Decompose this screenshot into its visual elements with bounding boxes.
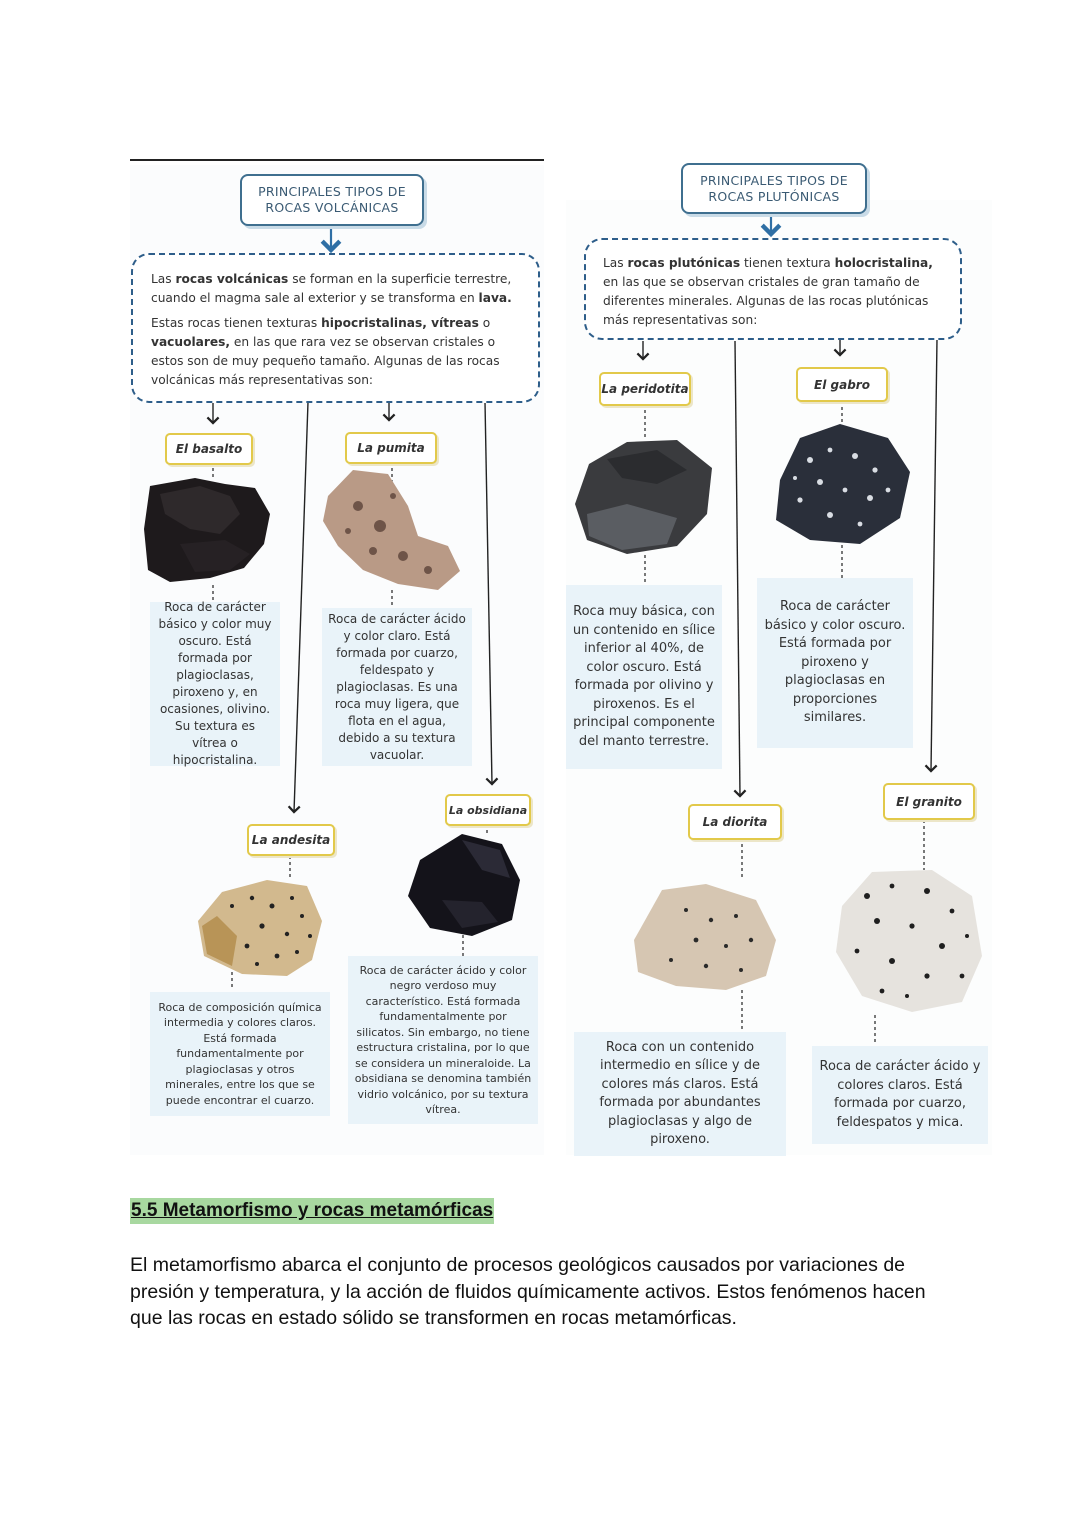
tag-pumita: La pumita — [345, 432, 437, 464]
desc-granito: Roca de carácter ácido y colores claros. Está formada por cuarzo, feldespatos y mica. — [812, 1046, 988, 1144]
desc-obsidiana: Roca de carácter ácido y color negro verdoso muy característico. Está formada fundamentalmente por silicatos. Sin embargo, no tiene estructura cristalina, por lo que se considera un mineraloide. La obsidiana se denomina también vidrio volcánico, por su textura vítrea. — [348, 956, 538, 1124]
section-heading: 5.5 Metamorfismo y rocas metamórficas — [130, 1198, 494, 1224]
tag-gabro: El gabro — [796, 367, 888, 402]
andesita-rock-image — [192, 876, 327, 981]
tag-diorita: La diorita — [688, 804, 782, 840]
peridotita-rock-image — [567, 434, 717, 558]
desc-peridotita: Roca muy básica, con un contenido en sílice inferior al 40%, de color oscuro. Está formada por olivino y piroxenos. Es el principal componente del manto terrestre. — [566, 585, 722, 769]
tag-basalto: El basalto — [165, 433, 253, 465]
plutonic-intro-p: Las rocas plutónicas tienen textura holocristalina, en las que se observan cristales de gran tamaño de diferentes minerales. Algunas de las rocas plutónicas más representativas son: — [603, 256, 933, 327]
gabro-rock-image — [770, 420, 912, 548]
desc-andesita: Roca de composición química intermedia y colores claros. Está formada fundamentalmente por plagioclasas y otros minerales, entre los que se puede encontrar el cuarzo. — [150, 992, 330, 1116]
tag-andesita: La andesita — [247, 824, 335, 856]
arrow-to-granito — [931, 339, 937, 771]
volcanic-intro-p2: Estas rocas tienen texturas hipocristalinas, vítreas o vacuolares, en las que rara vez se observan cristales o estos son de muy pequeño tamaño. Algunas de las rocas volcánicas más representativas son: — [151, 316, 500, 387]
desc-basalto: Roca de carácter básico y color muy oscuro. Está formada por plagioclasas, piroxeno y, en ocasiones, olivino. Su textura es vítrea o hipocristalina. — [150, 602, 280, 766]
desc-gabro: Roca de carácter básico y color oscuro. Está formada por piroxeno y plagioclasas en proporciones similares. — [757, 578, 913, 748]
granito-rock-image — [832, 866, 984, 1016]
volcanic-intro-p1: Las rocas volcánicas se forman en la superficie terrestre, cuando el magma sale al exterior y se transforma en lava. — [151, 272, 512, 305]
tag-peridotita: La peridotita — [599, 372, 691, 406]
diorita-rock-image — [626, 880, 781, 992]
pumita-rock-image — [318, 466, 463, 596]
plutonic-title-text: PRINCIPALES TIPOS DE ROCAS PLUTÓNICAS — [700, 172, 848, 204]
desc-diorita: Roca con un contenido intermedio en sílice y de colores más claros. Está formada por abundantes plagioclasas y algo de piroxeno. — [574, 1032, 786, 1156]
arrow-to-diorita — [735, 341, 740, 796]
arrow-to-andesita — [294, 402, 308, 812]
plutonic-intro-box — [584, 238, 962, 340]
tag-obsidiana: La obsidiana — [445, 794, 531, 826]
volcanic-title-text: PRINCIPALES TIPOS DE ROCAS VOLCÁNICAS — [258, 184, 406, 215]
obsidiana-rock-image — [402, 830, 524, 938]
section-paragraph: El metamorfismo abarca el conjunto de procesos geológicos causados por variaciones de presión y temperatura, y la acción de fluidos químicamente activos. Estos fenómenos hacen que las rocas en estado sólido se transformen en rocas metamórficas. — [130, 1254, 926, 1329]
desc-pumita: Roca de carácter ácido y color claro. Está formada por cuarzo, feldespato y plagioclasas. Es una roca muy ligera, que flota en el agua, debido a su textura vacuolar. — [322, 608, 472, 766]
volcanic-title — [240, 174, 424, 226]
arrow-to-obsidiana — [485, 402, 492, 784]
basalto-rock-image — [140, 474, 280, 589]
tag-granito: El granito — [883, 783, 975, 820]
plutonic-title — [681, 163, 867, 214]
volcanic-intro-box — [131, 253, 540, 403]
